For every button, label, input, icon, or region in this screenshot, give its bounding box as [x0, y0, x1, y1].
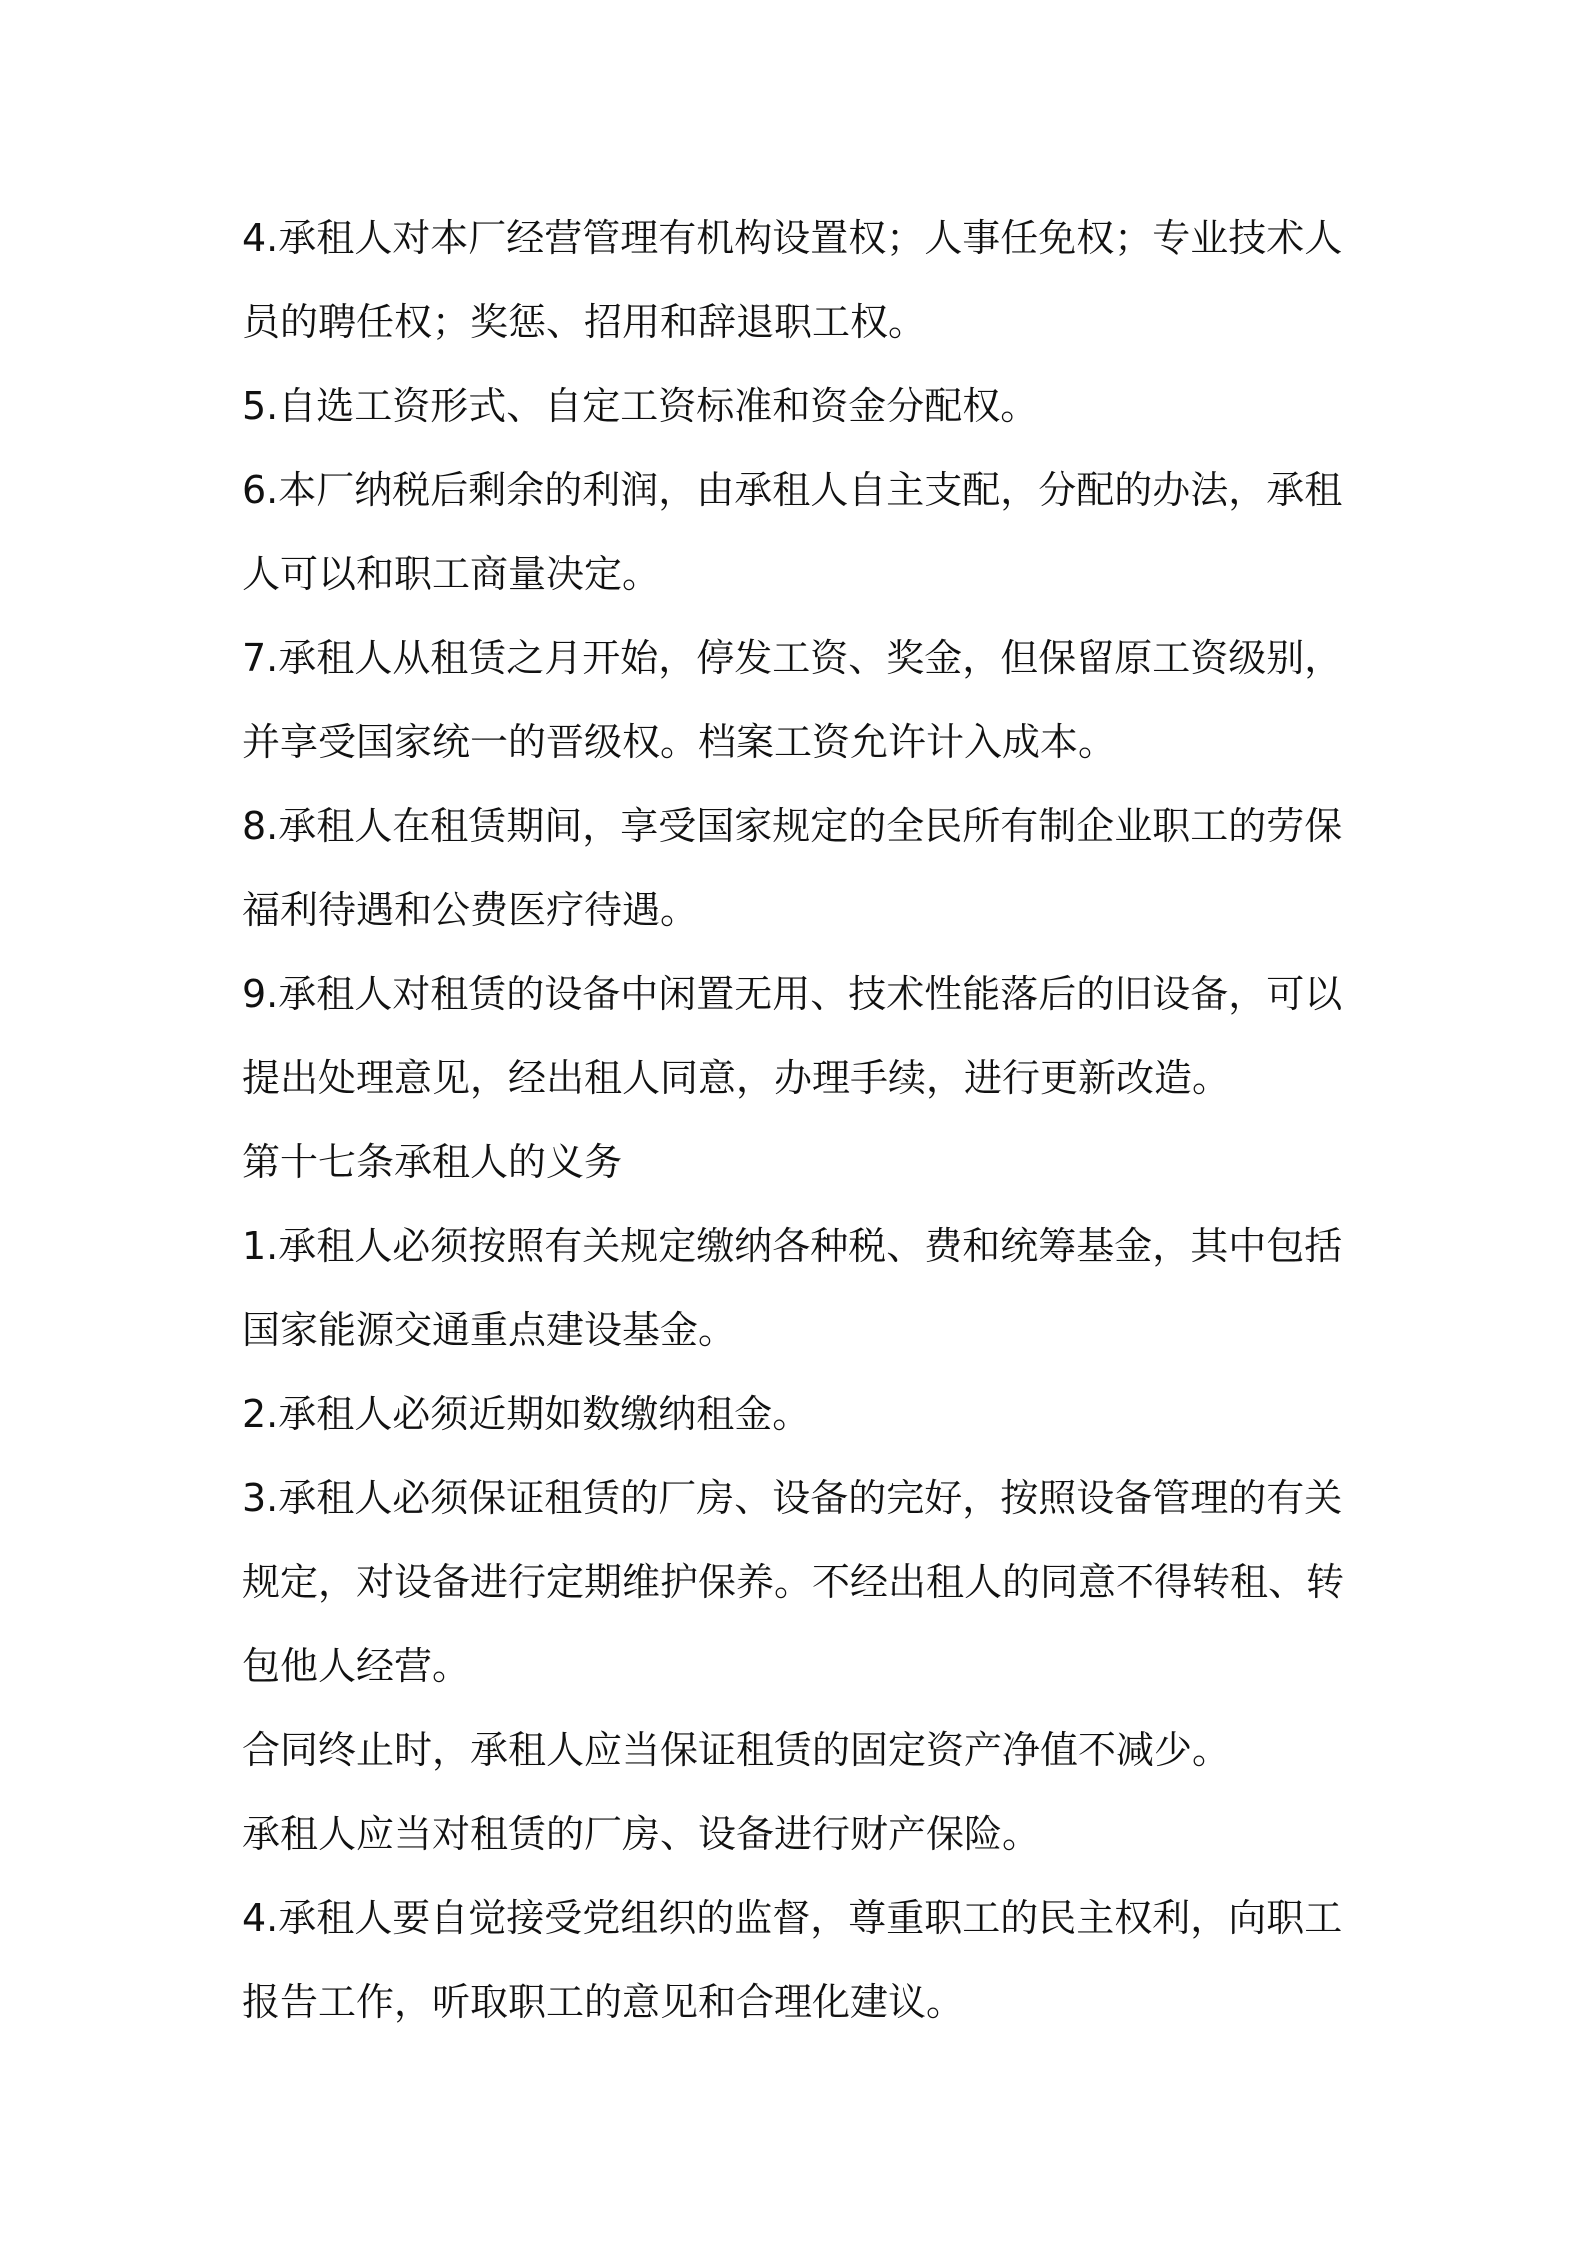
- document-body: [242, 196, 1362, 2044]
- paragraph-item-6-profit: 6.本厂纳税后剩余的利润，由承租人自主支配，分配的办法，承租人可以和职工商量决定。: [242, 468, 1343, 596]
- paragraph-item-9-equipment: 9.承租人对租赁的设备中闲置无用、技术性能落后的旧设备，可以提出处理意见，经出租人同意，办理手续，进行更新改造。: [242, 972, 1343, 1100]
- paragraph-item-4-rights: 4.承租人对本厂经营管理有机构设置权；人事任免权；专业技术人员的聘任权；奖惩、招用和辞退职工权。: [242, 216, 1343, 344]
- paragraph-insurance: 承租人应当对租赁的厂房、设备进行财产保险。: [242, 1812, 1041, 1856]
- paragraph-obligation-3-maintenance: 3.承租人必须保证租赁的厂房、设备的完好，按照设备管理的有关规定，对设备进行定期维护保养。不经出租人的同意不得转租、转包他人经营。: [242, 1476, 1345, 1688]
- paragraph-obligation-2-rent: 2.承租人必须近期如数缴纳租金。: [242, 1392, 811, 1436]
- paragraph-item-8-welfare: 8.承租人在租赁期间，享受国家规定的全民所有制企业职工的劳保福利待遇和公费医疗待遇。: [242, 804, 1343, 932]
- section-heading-article-17: 第十七条承租人的义务: [242, 1140, 623, 1184]
- paragraph-obligation-1-tax: 1.承租人必须按照有关规定缴纳各种税、费和统筹基金，其中包括国家能源交通重点建设基金。: [242, 1224, 1343, 1352]
- paragraph-obligation-4-supervision: 4.承租人要自觉接受党组织的监督，尊重职工的民主权利，向职工报告工作，听取职工的意见和合理化建议。: [242, 1896, 1343, 2024]
- paragraph-asset-value: 合同终止时，承租人应当保证租赁的固定资产净值不减少。: [242, 1728, 1231, 1772]
- paragraph-item-7-salary: 7.承租人从租赁之月开始，停发工资、奖金，但保留原工资级别，并享受国家统一的晋级权。档案工资允许计入成本。: [242, 636, 1343, 764]
- paragraph-item-5-wages: 5.自选工资形式、自定工资标准和资金分配权。: [242, 384, 1039, 428]
